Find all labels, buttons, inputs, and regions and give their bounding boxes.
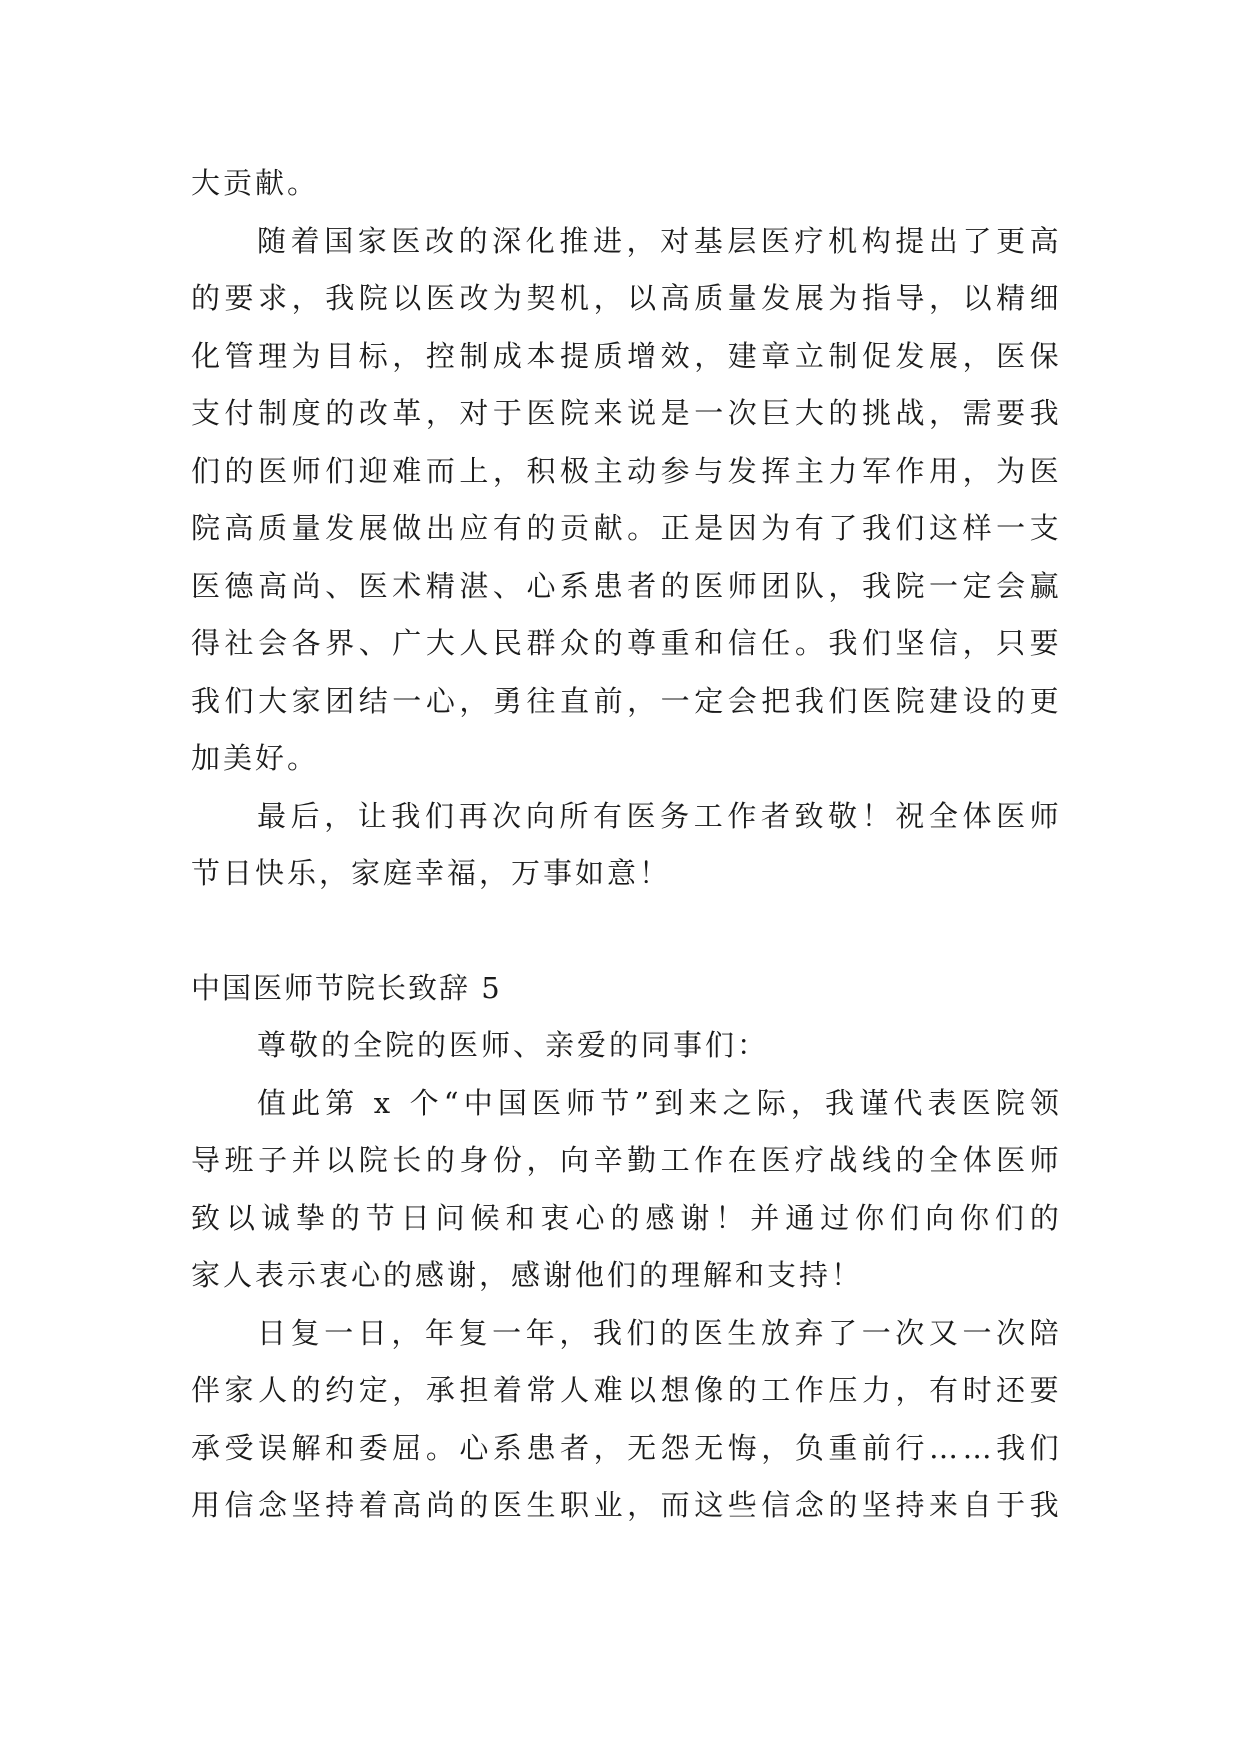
text-line: 我 们 大 家 团 结 一 心 ， 勇 往 直 前 ， 一 定 会 把 我 们 医 院 建 设 的 更 [191,683,1059,718]
text-line: 大贡献。 [191,166,320,200]
text-line: 伴 家 人 的 约 定 ， 承 担 着 常 人 难 以 想 像 的 工 作 压 力 ， 有 时 还 要 [191,1373,1059,1407]
text-line: 致 以 诚 挚 的 节 日 问 候 和 衷 心 的 感 谢 ！ 并 通 过 你 们 向 你 们 的 [191,1200,1059,1235]
text-line: 随 着 国 家 医 改 的 深 化 推 进 ， 对 基 层 医 疗 机 构 提 出 了 更 高 [257,223,1059,258]
text-line: 用 信 念 坚 持 着 高 尚 的 医 生 职 业 ， 而 这 些 信 念 的 坚 持 来 自 于 我 [191,1488,1059,1522]
text-line: 加美好。 [191,741,320,775]
text-line: 的 要 求 ， 我 院 以 医 改 为 契 机 ， 以 高 质 量 发 展 为 指 导 ， 以 精 细 [191,281,1059,315]
text-line: 承 受 误 解 和 委 屈 。 心 系 患 者 ， 无 怨 无 悔 ， 负 重 前 行 … … 我 们 [191,1430,1059,1465]
text-line: 医 德 高 尚 、 医 术 精 湛 、 心 系 患 者 的 医 师 团 队 ， 我 院 一 定 会 赢 [191,568,1059,603]
text-line: 支 付 制 度 的 改 革 ， 对 于 医 院 来 说 是 一 次 巨 大 的 挑 战 ， 需 要 我 [191,396,1059,430]
text-line: 化 管 理 为 目 标 ， 控 制 成 本 提 质 增 效 ， 建 章 立 制 促 发 展 ， 医 保 [191,338,1059,373]
section-spacer [191,903,1059,960]
text-line: 家人表示衷心的感谢，感谢他们的理解和支持！ [191,1258,864,1292]
text-line: 得 社 会 各 界 、 广 大 人 民 群 众 的 尊 重 和 信 任 。 我 们 坚 信 ， 只 要 [191,626,1059,660]
text-line: 日 复 一 日 ， 年 复 一 年 ， 我 们 的 医 生 放 弃 了 一 次 又 一 次 陪 [257,1315,1059,1350]
document-body [191,155,1059,1535]
text-line: 们 的 医 师 们 迎 难 而 上 ， 积 极 主 动 参 与 发 挥 主 力 军 作 用 ， 为 医 [191,453,1059,488]
text-line: 尊敬的全院的医师、亲爱的同事们： [257,1028,770,1062]
text-line: 节日快乐，家庭幸福，万事如意！ [191,856,672,890]
text-line: 院 高 质 量 发 展 做 出 应 有 的 贡 献 。 正 是 因 为 有 了 我 们 这 样 一 支 [191,511,1059,545]
section-heading: 中国医师节院长致辞 5 [191,970,502,1005]
text-line: 导 班 子 并 以 院 长 的 身 份 ， 向 辛 勤 工 作 在 医 疗 战 线 的 全 体 医 师 [191,1143,1059,1177]
text-line: 值 此 第 x 个 “ 中 国 医 师 节 ” 到 来 之 际 ， 我 谨 代 表 医 院 领 [257,1085,1059,1120]
text-line: 最 后 ， 让 我 们 再 次 向 所 有 医 务 工 作 者 致 敬 ！ 祝 全 体 医 师 [257,798,1059,833]
